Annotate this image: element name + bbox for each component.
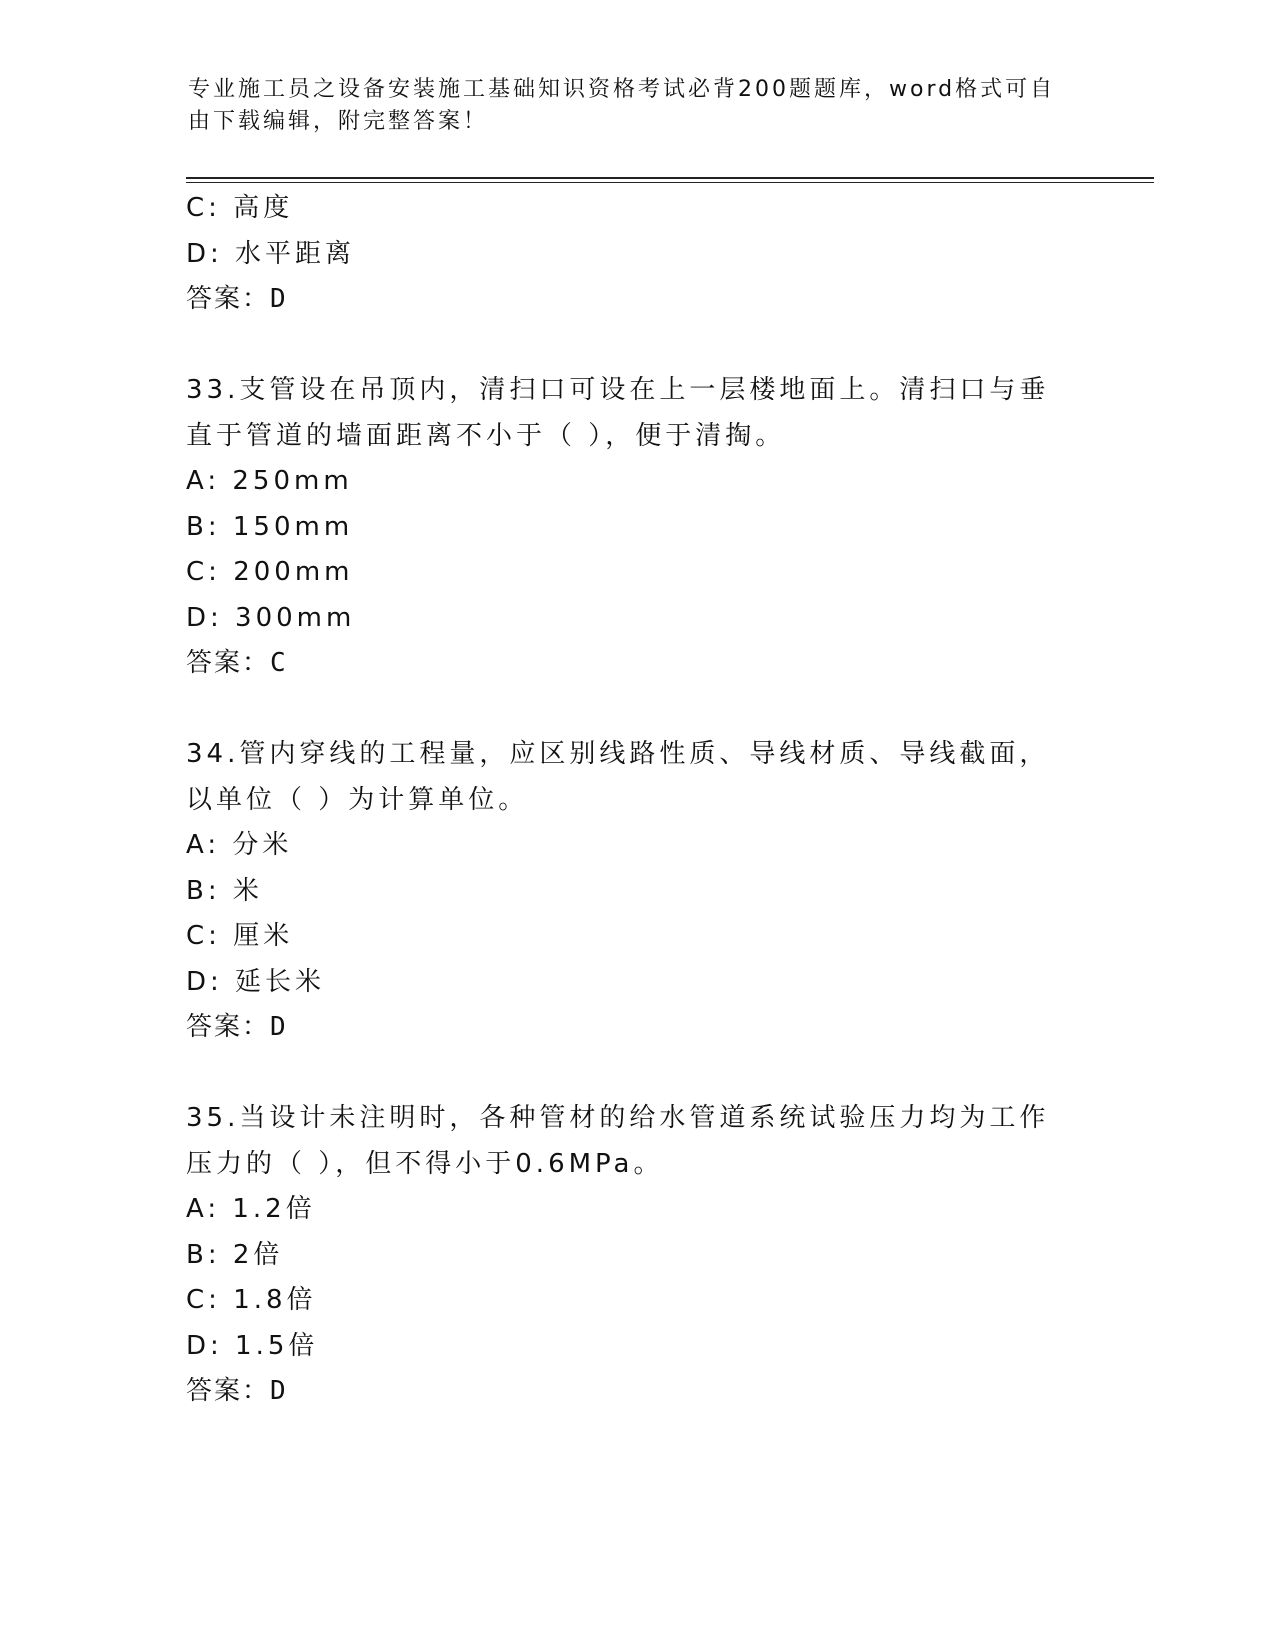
answer-value: D (270, 1376, 286, 1406)
option-a (186, 823, 1086, 869)
answer-line (186, 641, 1086, 687)
option-text: 300mm (235, 602, 356, 633)
answer-label: 答案： (186, 648, 271, 678)
option-a (186, 1187, 1086, 1233)
answer-label: 答案： (186, 1012, 271, 1042)
answer-value: C (270, 648, 286, 678)
question-block-33 (186, 368, 1086, 687)
option-label: D: (186, 238, 223, 269)
option-d (186, 960, 1086, 1006)
option-c (186, 186, 1086, 232)
question-block-35 (186, 1096, 1086, 1415)
option-text: 厘米 (233, 921, 294, 951)
option-c (186, 914, 1086, 960)
question-block-34 (186, 732, 1086, 1051)
option-b (186, 1233, 1086, 1279)
option-label: B: (186, 875, 221, 906)
document-body (186, 186, 1086, 1415)
option-a (186, 459, 1086, 505)
spacer (186, 323, 1086, 369)
option-label: A: (186, 466, 221, 496)
option-label: D: (186, 602, 223, 633)
option-text: 1.2倍 (232, 1194, 316, 1224)
option-text: 1.8倍 (233, 1285, 317, 1315)
option-text: 1.5倍 (235, 1330, 319, 1361)
option-label: D: (186, 1330, 223, 1361)
option-label: A: (186, 830, 221, 860)
option-label: C: (186, 1285, 221, 1315)
option-text: 水平距离 (235, 238, 356, 269)
option-label: D: (186, 966, 223, 997)
option-text: 2倍 (232, 1239, 284, 1270)
spacer (186, 1051, 1086, 1097)
option-text: 米 (232, 875, 263, 906)
option-text: 高度 (233, 193, 294, 223)
option-d (186, 232, 1086, 278)
question-text: 33.支管设在吊顶内，清扫口可设在上一层楼地面上。清扫口与垂直于管道的墙面距离不小于（ ），便于清掏。 (186, 375, 1050, 451)
option-c (186, 1278, 1086, 1324)
option-d (186, 596, 1086, 642)
continued-question-block (186, 186, 1086, 323)
option-label: C: (186, 557, 221, 587)
option-label: C: (186, 921, 221, 951)
option-b (186, 505, 1086, 551)
answer-label: 答案： (186, 1376, 271, 1406)
spacer (186, 687, 1086, 733)
option-text: 200mm (233, 557, 354, 587)
option-d (186, 1324, 1086, 1370)
option-label: C: (186, 193, 221, 223)
option-label: B: (186, 1239, 221, 1270)
answer-value: D (270, 1012, 286, 1042)
option-label: B: (186, 511, 221, 542)
option-text: 分米 (232, 830, 293, 860)
header-divider-thin (186, 182, 1154, 183)
answer-label: 答案： (186, 284, 271, 314)
option-text: 延长米 (235, 966, 326, 997)
option-c (186, 550, 1086, 596)
question-text: 35.当设计未注明时，各种管材的给水管道系统试验压力均为工作压力的（ ），但不得小于0.6MPa。 (186, 1103, 1050, 1179)
document-header: 专业施工员之设备安装施工基础知识资格考试必背200题题库，word格式可自由下载编辑，附完整答案！ (188, 77, 1056, 134)
question-text: 34.管内穿线的工程量，应区别线路性质、导线材质、导线截面，以单位（ ）为计算单位。 (186, 739, 1050, 815)
answer-value: D (270, 284, 286, 314)
option-label: A: (186, 1194, 221, 1224)
answer-line (186, 277, 1086, 323)
option-text: 250mm (232, 466, 353, 496)
header-divider-thick (186, 177, 1154, 179)
answer-line (186, 1005, 1086, 1051)
option-text: 150mm (232, 511, 354, 542)
option-b (186, 869, 1086, 915)
answer-line (186, 1369, 1086, 1415)
